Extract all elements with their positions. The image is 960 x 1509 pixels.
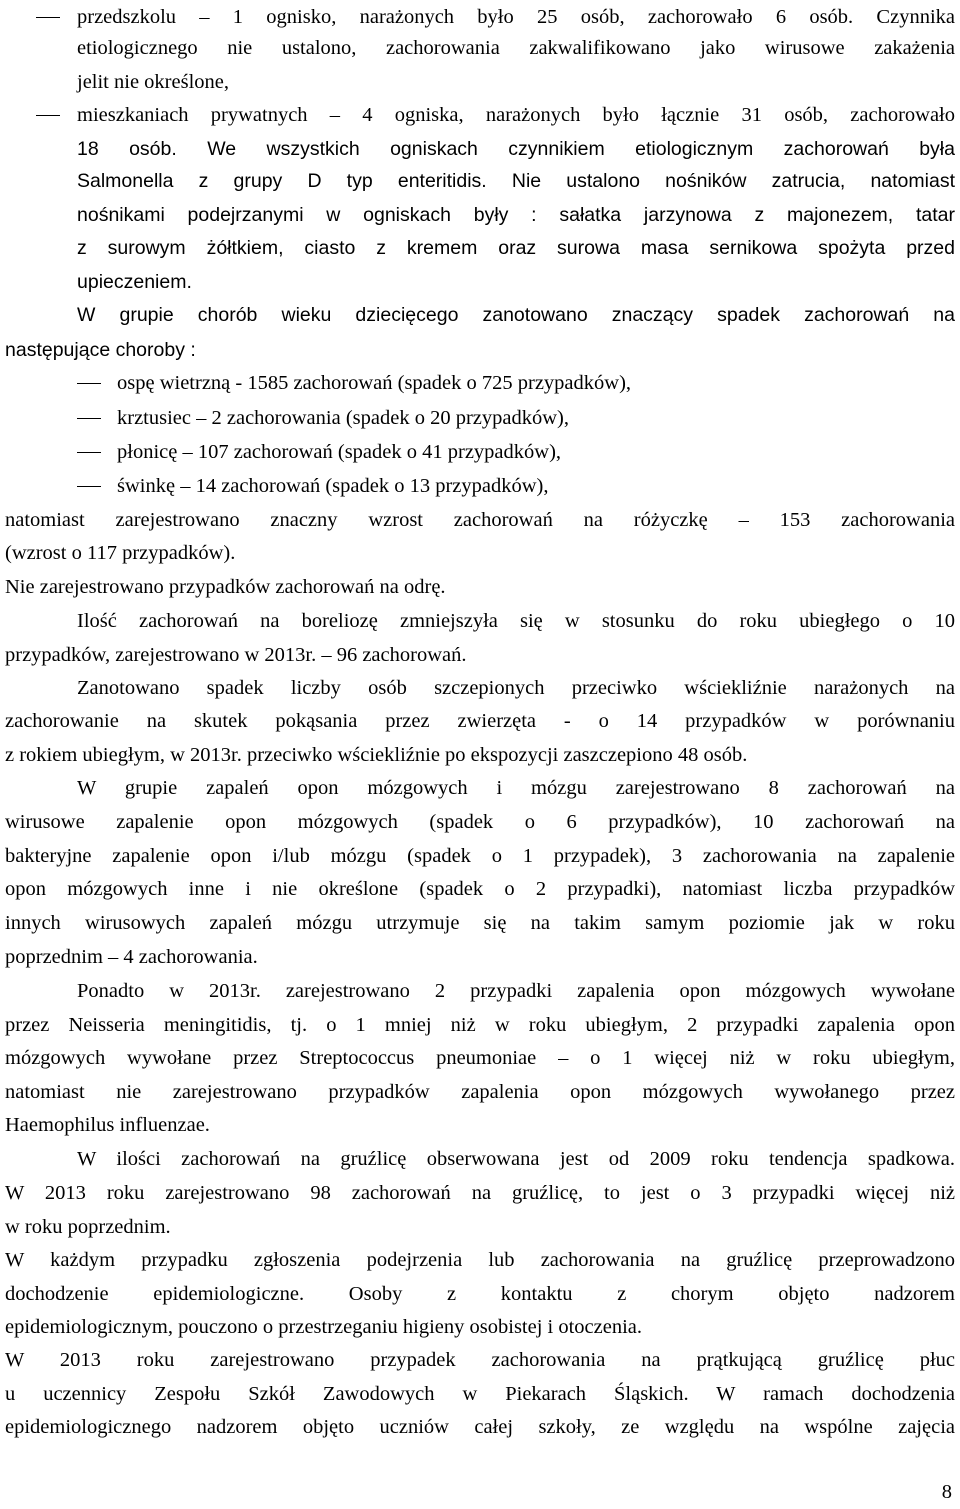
text-line: wirusowe zapalenie opon mózgowych (spadek o 6 przypadków), 10 zachorowań na — [5, 811, 955, 833]
text-line: mieszkaniach prywatnych – 4 ogniska, narażonych było łącznie 31 osób, zachorowało — [77, 104, 955, 126]
text-line: Salmonella z grupy D typ enteritidis. Nie ustalono nośników zatrucia, natomiast — [77, 170, 955, 192]
bullet-dash — [36, 115, 60, 116]
text-line: mózgowych wywołane przez Streptococcus pneumoniae – o 1 więcej niż w roku ubiegłym, — [5, 1047, 955, 1069]
page-number: 8 — [941, 1481, 952, 1503]
text-line: natomiast zarejestrowano znaczny wzrost zachorowań na różyczkę – 153 zachorowania — [5, 509, 955, 531]
text-line: 18 osób. We wszystkich ogniskach czynnikiem etiologicznym zachorowań była — [77, 138, 955, 160]
text-line: przypadków, zarejestrowano w 2013r. – 96 zachorowań. — [5, 644, 467, 666]
text-line: z rokiem ubiegłym, w 2013r. przeciwko wściekliźnie po ekspozycji zaszczepiono 48 osób. — [5, 744, 748, 766]
text-line: Nie zarejestrowano przypadków zachorowań na odrę. — [5, 576, 446, 598]
bullet-dash — [77, 486, 101, 487]
text-line: W każdym przypadku zgłoszenia podejrzenia lub zachorowania na gruźlicę przeprowadzono — [5, 1249, 955, 1271]
text-line: przedszkolu – 1 ognisko, narażonych było 25 osób, zachorowało 6 osób. Czynnika — [77, 6, 955, 28]
text-line: przez Neisseria meningitidis, tj. o 1 mniej niż w roku ubiegłym, 2 przypadki zapalenia opon — [5, 1014, 955, 1036]
text-line: etiologicznego nie ustalono, zachorowania zakwalifikowano jako wirusowe zakażenia — [77, 37, 955, 59]
text-line: Haemophilus influenzae. — [5, 1114, 210, 1136]
text-line: jelit nie określone, — [77, 71, 229, 93]
bullet-dash — [77, 383, 101, 384]
text-line: natomiast nie zarejestrowano przypadków zapalenia opon mózgowych wywołanego przez — [5, 1081, 955, 1103]
text-line: zachorowanie na skutek pokąsania przez zwierzęta - o 14 przypadków w porównaniu — [5, 710, 955, 732]
text-line: W grupie chorób wieku dziecięcego zanotowano znaczący spadek zachorowań na — [77, 304, 955, 326]
text-line: krztusiec – 2 zachorowania (spadek o 20 przypadków), — [117, 407, 569, 429]
text-line: bakteryjne zapalenie opon i/lub mózgu (spadek o 1 przypadek), 3 zachorowania na zapalenie — [5, 845, 955, 867]
text-line: poprzednim – 4 zachorowania. — [5, 946, 258, 968]
text-line: epidemiologicznym, pouczono o przestrzeganiu higieny osobistej i otoczenia. — [5, 1316, 643, 1338]
text-line: Ponadto w 2013r. zarejestrowano 2 przypadki zapalenia opon mózgowych wywołane — [77, 980, 955, 1002]
text-line: upieczeniem. — [77, 271, 192, 293]
text-line: Zanotowano spadek liczby osób szczepionych przeciwko wściekliźnie narażonych na — [77, 677, 955, 699]
bullet-dash — [77, 452, 101, 453]
text-line: W 2013 roku zarejestrowano 98 zachorowań na gruźlicę, to jest o 3 przypadki więcej niż — [5, 1182, 955, 1204]
text-line: nośnikami podejrzanymi w ogniskach były : sałatka jarzynowa z majonezem, tatar — [77, 204, 955, 226]
bullet-dash — [36, 17, 60, 18]
text-line: w roku poprzednim. — [5, 1216, 171, 1238]
text-line: epidemiologicznego nadzorem objęto uczniów całej szkoły, ze względu na wspólne zajęcia — [5, 1416, 955, 1438]
text-line: u uczennicy Zespołu Szkół Zawodowych w Piekarach Śląskich. W ramach dochodzenia — [5, 1383, 955, 1405]
text-line: W ilości zachorowań na gruźlicę obserwowana jest od 2009 roku tendencja spadkowa. — [77, 1148, 955, 1170]
text-line: dochodzenie epidemiologiczne. Osoby z kontaktu z chorym objęto nadzorem — [5, 1283, 955, 1305]
text-line: ospę wietrzną - 1585 zachorowań (spadek o 725 przypadków), — [117, 372, 632, 394]
bullet-dash — [77, 418, 101, 419]
text-line: Ilość zachorowań na boreliozę zmniejszyła się w stosunku do roku ubiegłego o 10 — [77, 610, 955, 632]
text-line: opon mózgowych inne i nie określone (spadek o 2 przypadki), natomiast liczba przypadków — [5, 878, 955, 900]
text-line: płonicę – 107 zachorowań (spadek o 41 przypadków), — [117, 441, 562, 463]
text-line: W 2013 roku zarejestrowano przypadek zachorowania na prątkującą gruźlicę płuc — [5, 1349, 955, 1371]
text-line: następujące choroby : — [5, 339, 196, 361]
text-line: z surowym żółtkiem, ciasto z kremem oraz surowa masa sernikowa spożyta przed — [77, 237, 955, 259]
text-line: (wzrost o 117 przypadków). — [5, 542, 236, 564]
text-line: W grupie zapaleń opon mózgowych i mózgu zarejestrowano 8 zachorowań na — [77, 777, 955, 799]
text-line: innych wirusowych zapaleń mózgu utrzymuje się na takim samym poziomie jak w roku — [5, 912, 955, 934]
text-line: świnkę – 14 zachorowań (spadek o 13 przypadków), — [117, 475, 549, 497]
